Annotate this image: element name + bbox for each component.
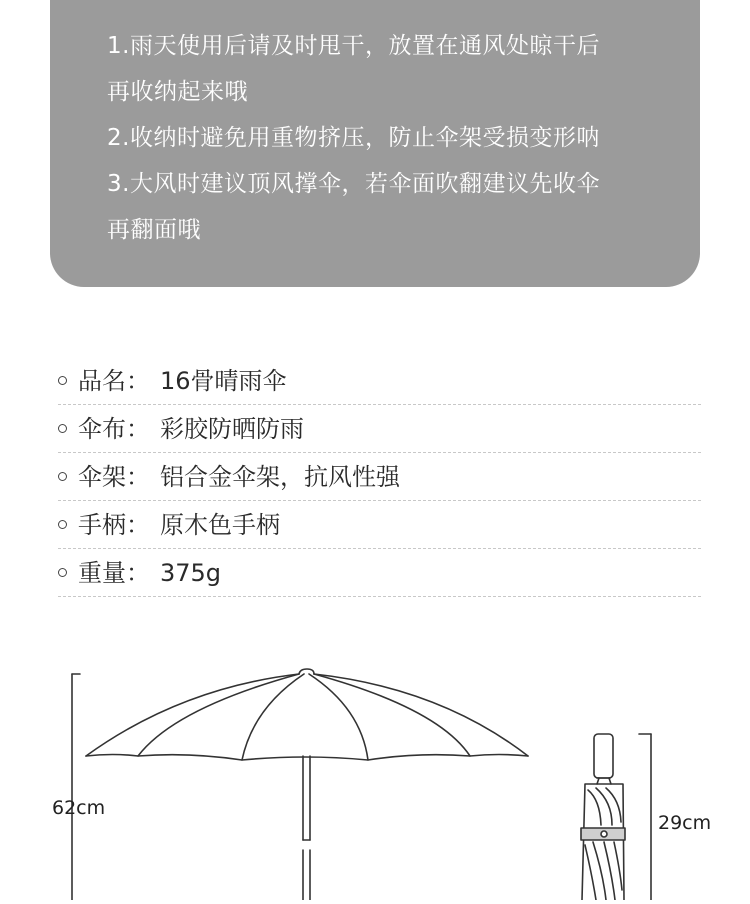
bullet-icon	[58, 376, 67, 385]
spec-label: 重量	[78, 559, 126, 587]
umbrella-dimension-diagram	[0, 650, 750, 904]
spec-separator: ：	[126, 511, 150, 539]
notice-line: 1.雨天使用后请及时甩干，放置在通风处晾干后	[107, 33, 600, 59]
notice-line: 再翻面哦	[107, 217, 201, 243]
umbrella-line-art	[0, 650, 750, 900]
bullet-icon	[58, 520, 67, 529]
spec-separator: ：	[126, 415, 150, 443]
spec-label: 伞布	[78, 415, 126, 443]
spec-label: 手柄	[78, 511, 126, 539]
open-umbrella-canopy	[86, 674, 299, 756]
spec-row-frame	[58, 454, 701, 501]
bullet-icon	[58, 472, 67, 481]
folded-height-label: 29cm	[658, 812, 712, 834]
care-notice-panel	[50, 0, 700, 287]
spec-value: 彩胶防晒防雨	[160, 415, 304, 443]
open-height-label: 62cm	[52, 797, 106, 819]
bullet-icon	[58, 424, 67, 433]
spec-row-product-name	[58, 358, 701, 405]
notice-line: 3.大风时建议顶风撑伞，若伞面吹翻建议先收伞	[107, 171, 600, 197]
spec-label: 品名	[78, 367, 126, 395]
spec-value: 375g	[160, 559, 222, 587]
spec-value: 原木色手柄	[160, 511, 280, 539]
bullet-icon	[58, 568, 67, 577]
spec-separator: ：	[126, 559, 150, 587]
spec-row-weight	[58, 550, 701, 597]
spec-value: 铝合金伞架，抗风性强	[160, 463, 400, 491]
spec-row-fabric	[58, 406, 701, 453]
folded-umbrella-handle	[594, 734, 613, 778]
notice-line: 2.收纳时避免用重物挤压，防止伞架受损变形呐	[107, 125, 600, 151]
spec-label: 伞架	[78, 463, 126, 491]
spec-separator: ：	[126, 463, 150, 491]
notice-line: 再收纳起来哦	[107, 79, 248, 105]
spec-list	[58, 358, 701, 597]
spec-separator: ：	[126, 367, 150, 395]
spec-value: 16骨晴雨伞	[160, 367, 287, 395]
spec-row-handle	[58, 502, 701, 549]
